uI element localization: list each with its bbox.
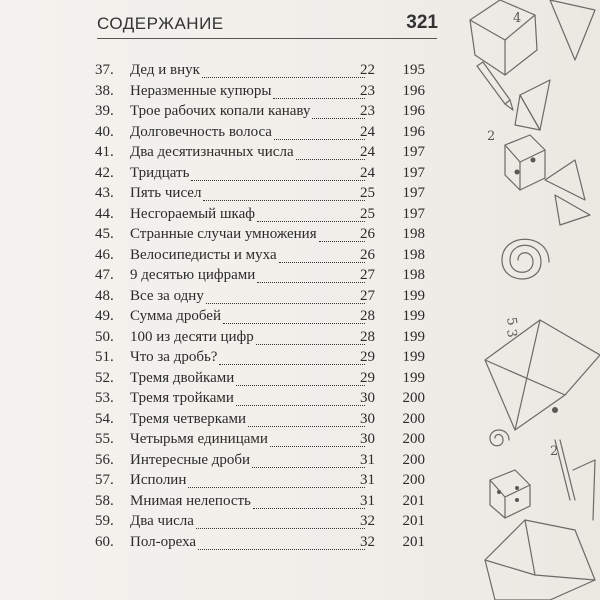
toc-entry-number: 54. xyxy=(95,410,114,427)
toc-entry-page: 28 xyxy=(360,308,375,324)
toc-entry-title: Интересные дроби xyxy=(130,451,251,468)
toc-entry-answer-page: 200 xyxy=(402,472,425,488)
toc-entry-title-wrap xyxy=(130,245,365,265)
toc-entry-answer-page: 197 xyxy=(402,205,425,222)
toc-entry-number: 37. xyxy=(95,62,114,78)
toc-entry-number: 58. xyxy=(95,492,114,509)
dot-leader xyxy=(198,536,365,550)
toc-entry-title-wrap xyxy=(130,204,365,224)
toc-entry-title: Тридцать xyxy=(130,164,190,181)
page-number: 321 xyxy=(406,12,438,33)
toc-entry xyxy=(0,306,470,326)
toc-entry-title: Странные случаи умножения xyxy=(130,226,317,242)
toc-entry xyxy=(0,265,470,285)
toc-entry-page: 22 xyxy=(360,62,375,78)
dot-leader xyxy=(236,392,365,406)
toc-entry-page: 25 xyxy=(360,185,375,201)
toc-entry-title-wrap xyxy=(130,265,365,285)
toc-entry-answer-page: 196 xyxy=(402,103,425,119)
toc-entry-title: Что за дробь? xyxy=(130,349,218,365)
toc-entry-number: 41. xyxy=(95,144,114,160)
toc-entry-number: 55. xyxy=(95,431,114,447)
toc-entry-number: 53. xyxy=(95,390,114,406)
toc-entry-title: Дед и внук xyxy=(130,62,200,78)
toc-entry-number: 45. xyxy=(95,226,114,242)
page-title: СОДЕРЖАНИЕ xyxy=(97,14,224,33)
toc-entry-number: 50. xyxy=(95,328,114,345)
toc-entry-number: 43. xyxy=(95,185,114,201)
toc-entry xyxy=(0,204,470,224)
toc-entry-answer-page: 199 xyxy=(402,369,425,386)
toc-entry xyxy=(0,60,470,80)
toc-entry-answer-page: 201 xyxy=(402,492,425,509)
toc-entry xyxy=(0,224,470,244)
toc-entry-title: Сумма дробей xyxy=(130,308,221,324)
toc-entry-number: 49. xyxy=(95,308,114,324)
toc-entry-title-wrap xyxy=(130,101,365,121)
toc-entry-page: 26 xyxy=(360,226,375,242)
toc-entry-title-wrap xyxy=(130,429,365,449)
toc-entry-page: 24 xyxy=(360,164,375,181)
toc-entry xyxy=(0,450,470,470)
dot-leader xyxy=(253,495,365,509)
toc-entry-title-wrap xyxy=(130,327,365,347)
toc-entry-answer-page: 197 xyxy=(402,144,425,160)
toc-entry-title: 100 из десяти цифр xyxy=(130,328,254,345)
toc-entry xyxy=(0,532,470,552)
toc-entry-title: Велосипедисты и муха xyxy=(130,246,277,263)
toc-entry-title-wrap xyxy=(130,183,365,203)
toc-entry-page: 30 xyxy=(360,431,375,447)
toc-entry-number: 40. xyxy=(95,123,114,140)
toc-entry xyxy=(0,511,470,531)
toc-entry-number: 59. xyxy=(95,513,114,529)
toc-entry xyxy=(0,347,470,367)
digit-label: 4 xyxy=(513,11,522,26)
dot-leader xyxy=(257,269,365,283)
toc-entry-title-wrap xyxy=(130,122,365,142)
toc-entry xyxy=(0,429,470,449)
pyramid-icon xyxy=(485,320,600,395)
toc-entry-page: 31 xyxy=(360,492,375,509)
toc-entry-number: 51. xyxy=(95,349,114,365)
toc-entry-number: 52. xyxy=(95,369,114,386)
toc-entry xyxy=(0,368,470,388)
toc-entry xyxy=(0,122,470,142)
toc-entry-answer-page: 198 xyxy=(402,226,425,242)
toc-entry-answer-page: 199 xyxy=(402,308,425,324)
toc-entry-answer-page: 201 xyxy=(402,513,425,529)
digit-label: 5 xyxy=(503,316,520,327)
toc-entry-title: Тремя тройками xyxy=(130,390,234,406)
toc-entry-page: 26 xyxy=(360,246,375,263)
toc-entry-title-wrap xyxy=(130,347,365,367)
dot-leader xyxy=(196,515,365,529)
dot-leader xyxy=(248,413,365,427)
toc-entry xyxy=(0,142,470,162)
spiral-icon xyxy=(502,239,549,279)
toc-entry-title: Два десятизначных числа xyxy=(130,144,294,160)
toc-entry-number: 60. xyxy=(95,533,114,550)
toc-entry-title: Пол-ореха xyxy=(130,533,197,550)
toc-entry-title-wrap xyxy=(130,450,365,470)
toc-entry-page: 32 xyxy=(360,533,375,550)
dice-icon xyxy=(505,135,545,162)
toc-entry-answer-page: 197 xyxy=(402,164,425,181)
toc-entry-answer-page: 201 xyxy=(402,533,425,550)
toc-entry-page: 24 xyxy=(360,123,375,140)
toc-entry-number: 44. xyxy=(95,205,114,222)
toc-entry-title-wrap xyxy=(130,286,365,306)
toc-entry-page: 23 xyxy=(360,82,375,99)
dot-leader xyxy=(236,372,365,386)
toc-entry-title: Неразменные купюры xyxy=(130,82,272,99)
toc-entry-title-wrap xyxy=(130,491,365,511)
toc-entry xyxy=(0,409,470,429)
toc-entry-title-wrap xyxy=(130,224,365,244)
toc-entry-number: 39. xyxy=(95,103,114,119)
toc-entry xyxy=(0,491,470,511)
toc-entry-answer-page: 199 xyxy=(402,287,425,304)
toc-entry-page: 31 xyxy=(360,472,375,488)
toc-entry-answer-page: 196 xyxy=(402,123,425,140)
toc-entry-title-wrap xyxy=(130,306,365,326)
header-divider xyxy=(97,38,437,39)
toc-entry xyxy=(0,470,470,490)
toc-entry-title: Все за одну xyxy=(130,287,204,304)
digit-label: 2 xyxy=(487,129,496,144)
toc-entry-title: Тремя четверками xyxy=(130,410,247,427)
toc-entry-title: Несгораемый шкаф xyxy=(130,205,255,222)
toc-entry-page: 32 xyxy=(360,513,375,529)
toc-entry-title: 9 десятью цифрами xyxy=(130,267,256,283)
toc-entry xyxy=(0,81,470,101)
toc-entry-title-wrap xyxy=(130,409,365,429)
toc-entry-answer-page: 197 xyxy=(402,185,425,201)
toc-entry-answer-page: 195 xyxy=(402,62,425,78)
dot-leader xyxy=(257,208,365,222)
toc-entry-title: Трое рабочих копали канаву xyxy=(130,103,311,119)
toc-entry-answer-page: 200 xyxy=(402,390,425,406)
toc-entry-page: 30 xyxy=(360,410,375,427)
toc-entry-page: 23 xyxy=(360,103,375,119)
toc-entry-title-wrap xyxy=(130,511,365,531)
toc-entry-number: 47. xyxy=(95,267,114,283)
toc-entry-title: Тремя двойками xyxy=(130,369,235,386)
toc-entry-title-wrap xyxy=(130,532,365,552)
toc-entry-title-wrap xyxy=(130,142,365,162)
toc-entry-page: 24 xyxy=(360,144,375,160)
toc-entry-answer-page: 199 xyxy=(402,349,425,365)
toc-entry-title: Пять чисел xyxy=(130,185,202,201)
toc-entry-answer-page: 200 xyxy=(402,451,425,468)
toc-entry-page: 29 xyxy=(360,349,375,365)
toc-entry-title-wrap xyxy=(130,81,365,101)
math-doodles-illustration xyxy=(455,0,600,600)
toc-entry-title: Четырьмя единицами xyxy=(130,431,268,447)
toc-entry-number: 57. xyxy=(95,472,114,488)
toc-entry-number: 46. xyxy=(95,246,114,263)
toc-entry-title-wrap xyxy=(130,368,365,388)
digit-label: 3 xyxy=(503,328,520,339)
toc-entry-title: Долговечность волоса xyxy=(130,123,272,140)
toc-entry-page: 25 xyxy=(360,205,375,222)
toc-entry-title: Мнимая нелепость xyxy=(130,492,251,509)
toc-entry xyxy=(0,286,470,306)
toc-entry xyxy=(0,245,470,265)
toc-entry-page: 28 xyxy=(360,328,375,345)
toc-entry-title: Исполин xyxy=(130,472,187,488)
dot-leader xyxy=(188,474,365,488)
toc-entry-title: Два числа xyxy=(130,513,194,529)
dot-leader xyxy=(206,290,365,304)
dot-leader xyxy=(203,187,365,201)
toc-entry-answer-page: 199 xyxy=(402,328,425,345)
toc-entry-title-wrap xyxy=(130,470,365,490)
toc-entry-answer-page: 198 xyxy=(402,267,425,283)
toc-entry xyxy=(0,183,470,203)
toc-entry-title-wrap xyxy=(130,388,365,408)
dot-leader xyxy=(252,454,365,468)
toc-entry-page: 29 xyxy=(360,369,375,386)
toc-entry xyxy=(0,163,470,183)
digit-label: 2 xyxy=(550,444,559,459)
toc-entry-answer-page: 198 xyxy=(402,246,425,263)
toc-entry-number: 48. xyxy=(95,287,114,304)
toc-entry xyxy=(0,101,470,121)
toc-entry-answer-page: 196 xyxy=(402,82,425,99)
toc-entry xyxy=(0,388,470,408)
dot-leader xyxy=(223,310,365,324)
toc-entry-page: 27 xyxy=(360,267,375,283)
dot-leader xyxy=(191,167,365,181)
toc-entry-number: 56. xyxy=(95,451,114,468)
toc-entry-answer-page: 200 xyxy=(402,431,425,447)
toc-entry-title-wrap xyxy=(130,60,365,80)
dot-leader xyxy=(256,331,365,345)
dot-leader xyxy=(202,64,365,78)
toc-entry xyxy=(0,327,470,347)
toc-entry-page: 31 xyxy=(360,451,375,468)
cube-icon xyxy=(470,0,535,40)
dot-leader xyxy=(219,351,365,365)
toc-entry-title-wrap xyxy=(130,163,365,183)
toc-entry-answer-page: 200 xyxy=(402,410,425,427)
toc-entry-number: 38. xyxy=(95,82,114,99)
toc-entry-page: 30 xyxy=(360,390,375,406)
toc-entry-number: 42. xyxy=(95,164,114,181)
toc-entry-page: 27 xyxy=(360,287,375,304)
